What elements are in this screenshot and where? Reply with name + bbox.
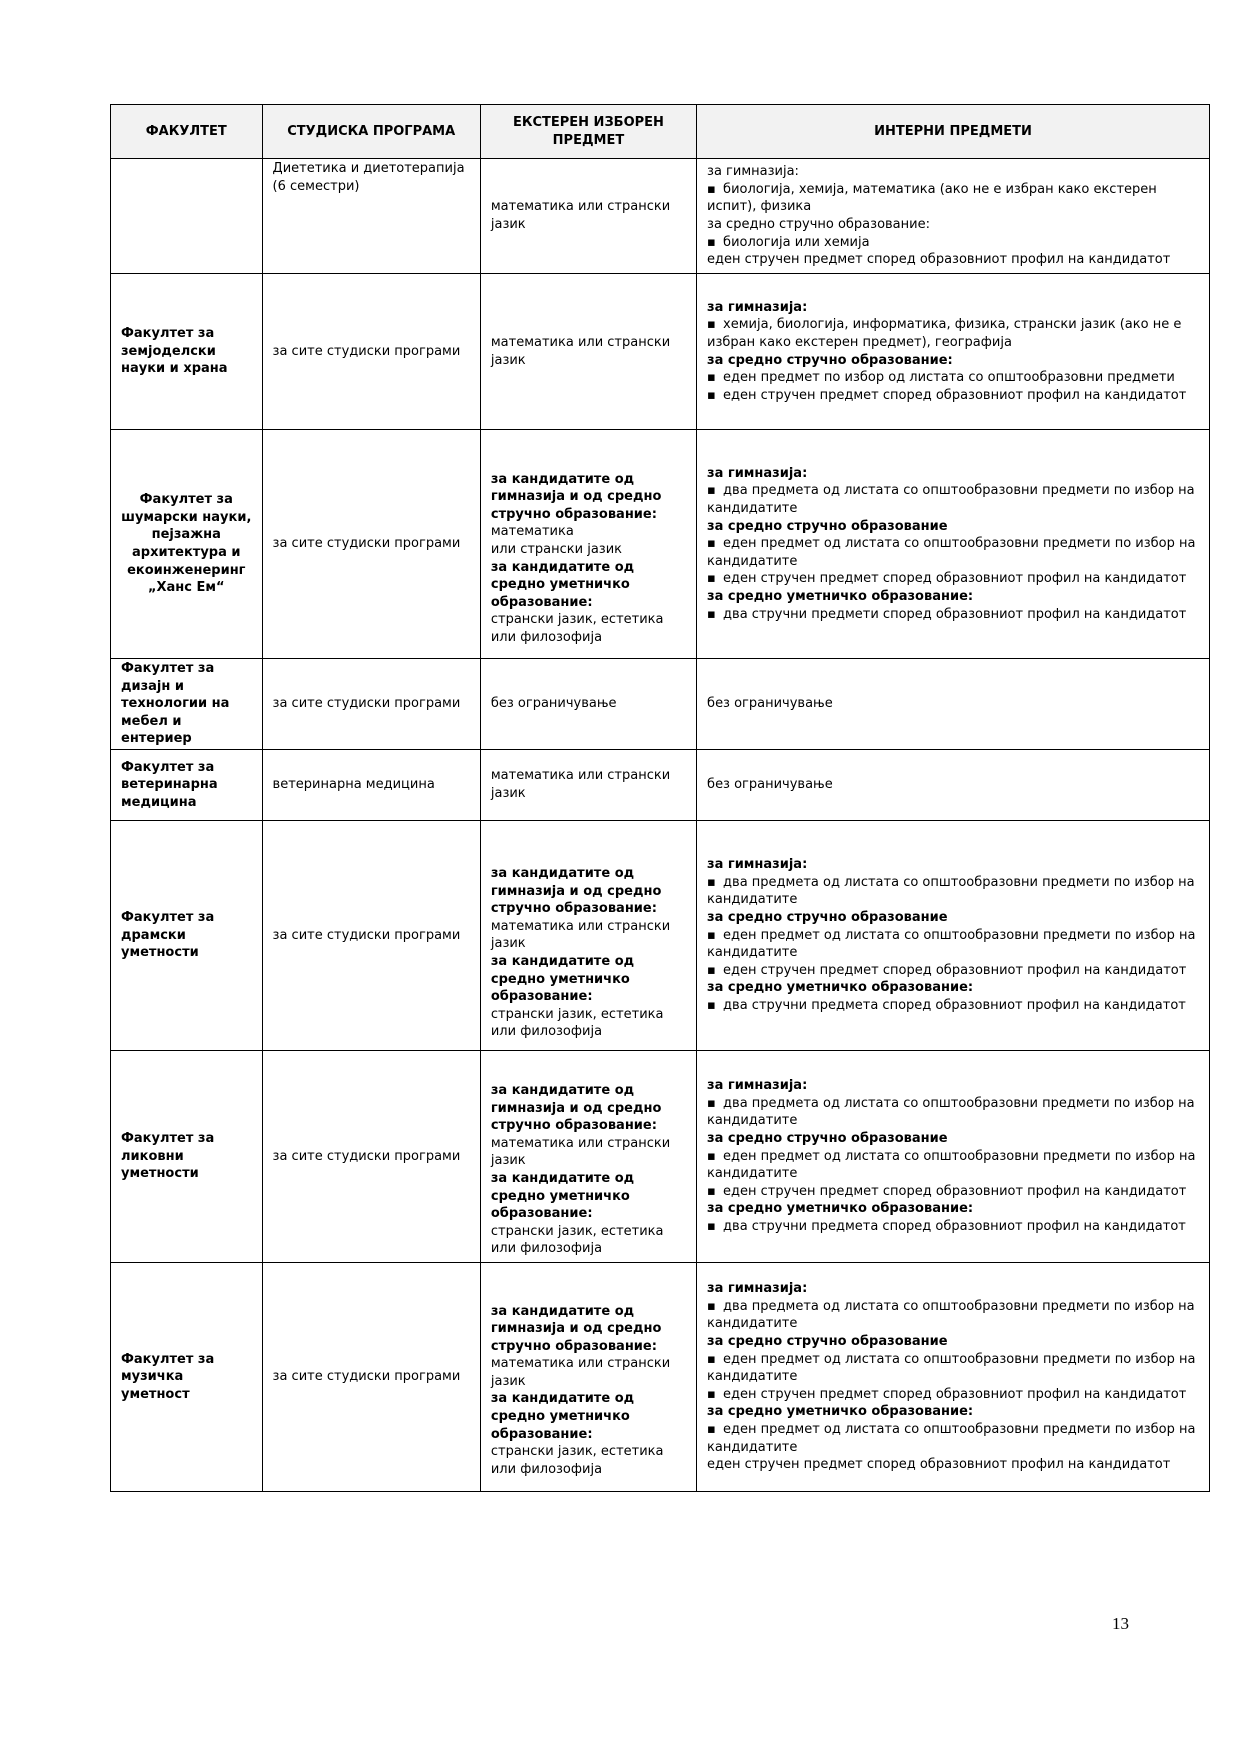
internal-subject-line: за средно стручно образование:	[707, 352, 953, 368]
internal-subject-bullet-item: ▪ еден стручен предмет според образовниот профил на кандидатот	[707, 570, 1199, 588]
external-subject-line: странски јазик, естетика или филозофија	[490, 1223, 664, 1257]
external-subject-line: за кандидатите од средно уметничко образование:	[490, 559, 635, 610]
internal-subjects-cell	[697, 159, 1210, 274]
external-subject-line: за кандидатите од гимназија и од средно стручно образование:	[490, 1083, 662, 1134]
program-cell: за сите студиски програми	[262, 820, 480, 1050]
faculty-cell: Факултет за дизајн и технологии на мебел и ентериер	[111, 659, 263, 750]
internal-subjects-cell	[697, 1262, 1210, 1491]
internal-subject-line: за средно уметничко образование:	[707, 588, 974, 604]
internal-subjects-cell	[697, 274, 1210, 430]
page-number: 13	[1112, 1614, 1129, 1633]
internal-subject-bullet-item: ▪ два стручни предмета според образовниот профил на кандидатот	[707, 997, 1199, 1015]
external-subject-line: или странски јазик	[490, 541, 623, 557]
external-subject-line: за кандидатите од гимназија и од средно стручно образование:	[490, 471, 662, 522]
internal-subject-bullet-item: ▪ еден предмет од листата со општообразовни предмети по избор на кандидатите	[707, 927, 1199, 962]
external-subject-cell	[480, 820, 696, 1050]
internal-subject-line: за средно стручно образование:	[707, 217, 930, 232]
internal-subject-bullet-item: ▪ еден предмет од листата со општообразовни предмети по избор на кандидатите	[707, 1351, 1199, 1386]
faculty-subjects-table	[110, 104, 1210, 1492]
internal-subject-line: за средно стручно образование	[707, 910, 948, 926]
internal-subject-line: за гимназија:	[707, 857, 808, 873]
program-cell: за сите студиски програми	[262, 659, 480, 750]
external-subject-cell	[480, 659, 696, 750]
internal-subject-line: за гимназија:	[707, 299, 808, 315]
internal-subject-line: за гимназија:	[707, 1078, 808, 1094]
table-row	[111, 159, 1210, 274]
external-subject-line: странски јазик, естетика или филозофија	[490, 1444, 664, 1477]
header-program: СТУДИСКА ПРОГРАМА	[262, 105, 480, 159]
internal-subject-line: за средно стручно образование	[707, 1333, 948, 1349]
internal-subject-line: за средно стручно образование	[707, 1131, 948, 1147]
internal-subject-bullet-item: ▪ два стручни предмети според образовниот профил на кандидатот	[707, 606, 1199, 624]
internal-subject-line: за средно стручно образование	[707, 518, 948, 534]
internal-subject-bullet-item: ▪ хемија, биологија, информатика, физика, странски јазик (ако не е избран како екстерен предмет), географија	[707, 316, 1199, 351]
table-row	[111, 820, 1210, 1050]
internal-subject-line: еден стручен предмет според образовниот профил на кандидатот	[707, 1457, 1171, 1473]
internal-subject-line: еден стручен предмет според образовниот профил на кандидатот	[707, 252, 1171, 268]
internal-subject-line: за гимназија:	[707, 465, 808, 481]
external-subject-line: математика	[490, 524, 574, 540]
external-subject-line: математика или странски јазик	[490, 1356, 671, 1389]
internal-subjects-cell	[697, 820, 1210, 1050]
external-subject-line: странски јазик, естетика или филозофија	[490, 612, 664, 645]
faculty-cell: Факултет за ликовни уметности	[111, 1050, 263, 1262]
table-row	[111, 659, 1210, 750]
internal-subject-line: за гимназија:	[707, 164, 799, 180]
internal-subject-bullet-item: ▪ еден стручен предмет според образовниот профил на кандидатот	[707, 387, 1199, 405]
table-row	[111, 1050, 1210, 1262]
external-subject-line: за кандидатите од гимназија и од средно стручно образование:	[490, 866, 662, 917]
faculty-cell: Факултет за шумарски науки, пејзажна архитектура и екоинженеринг „Ханс Ем“	[111, 430, 263, 659]
internal-subject-line: без ограничување	[707, 777, 833, 793]
program-cell: ветеринарна медицина	[262, 749, 480, 820]
program-cell: за сите студиски програми	[262, 274, 480, 430]
program-cell: за сите студиски програми	[262, 1262, 480, 1491]
external-subject-line: за кандидатите од средно уметничко образование:	[490, 1391, 635, 1442]
internal-subject-line: за средно уметничко образование:	[707, 1404, 974, 1420]
external-subject-cell	[480, 1050, 696, 1262]
table-body	[111, 159, 1210, 1492]
internal-subject-bullet-item: ▪ еден стручен предмет според образовниот профил на кандидатот	[707, 1183, 1199, 1201]
external-subject-line: без ограничување	[490, 696, 617, 712]
faculty-cell	[111, 159, 263, 274]
external-subject-cell	[480, 159, 696, 274]
program-cell: за сите студиски програми	[262, 1050, 480, 1262]
external-subject-line: за кандидатите од гимназија и од средно стручно образование:	[490, 1303, 662, 1354]
program-cell: Диететика и диетотерапија (6 семестри)	[262, 159, 480, 274]
internal-subject-bullet-item: ▪ биологија или хемија	[707, 234, 1199, 252]
external-subject-line: за кандидатите од средно уметничко образование:	[490, 1170, 635, 1222]
external-subject-line: за кандидатите од средно уметничко образование:	[490, 953, 635, 1005]
internal-subject-bullet-item: ▪ еден предмет од листата со општообразовни предмети по избор на кандидатите	[707, 1148, 1199, 1183]
table-row	[111, 749, 1210, 820]
internal-subject-line: за гимназија:	[707, 1281, 808, 1297]
external-subject-line: математика или странски јазик	[490, 768, 671, 801]
faculty-cell: Факултет за драмски уметности	[111, 820, 263, 1050]
header-faculty: ФАКУЛТЕТ	[111, 105, 263, 159]
program-cell: за сите студиски програми	[262, 430, 480, 659]
internal-subject-bullet-item: ▪ еден стручен предмет според образовниот профил на кандидатот	[707, 962, 1199, 980]
table-row	[111, 430, 1210, 659]
faculty-cell: Факултет за музичка уметност	[111, 1262, 263, 1491]
internal-subject-bullet-item: ▪ еден предмет од листата со општообразовни предмети по избор на кандидатите	[707, 1421, 1199, 1456]
internal-subject-bullet-item: ▪ еден предмет по избор од листата со општообразовни предмети	[707, 369, 1199, 387]
external-subject-cell	[480, 749, 696, 820]
header-external: ЕКСТЕРЕН ИЗБОРЕН ПРЕДМЕТ	[480, 105, 696, 159]
table-row	[111, 1262, 1210, 1491]
external-subject-cell	[480, 274, 696, 430]
external-subject-line: математика или странски јазик	[490, 199, 671, 232]
internal-subject-bullet-item: ▪ два предмета од листата со општообразовни предмети по избор на кандидатите	[707, 482, 1199, 517]
external-subject-line: математика или странски јазик	[490, 334, 671, 368]
internal-subjects-cell	[697, 430, 1210, 659]
table-row	[111, 274, 1210, 430]
faculty-cell: Факултет за ветеринарна медицина	[111, 749, 263, 820]
internal-subject-line: за средно уметничко образование:	[707, 1201, 974, 1217]
header-internal: ИНТЕРНИ ПРЕДМЕТИ	[697, 105, 1210, 159]
internal-subject-bullet-item: ▪ два стручни предмета според образовниот профил на кандидатот	[707, 1218, 1199, 1236]
internal-subject-bullet-item: ▪ биологија, хемија, математика (ако не е избран како екстерен испит), физика	[707, 181, 1199, 216]
internal-subjects-cell	[697, 1050, 1210, 1262]
internal-subject-line: за средно уметничко образование:	[707, 980, 974, 996]
external-subject-cell	[480, 1262, 696, 1491]
faculty-cell: Факултет за земјоделски науки и храна	[111, 274, 263, 430]
internal-subject-line: без ограничување	[707, 696, 833, 712]
internal-subject-bullet-item: ▪ два предмета од листата со општообразовни предмети по избор на кандидатите	[707, 1298, 1199, 1333]
external-subject-line: математика или странски јазик	[490, 1135, 671, 1169]
external-subject-line: математика или странски јазик	[490, 918, 671, 952]
internal-subjects-cell	[697, 749, 1210, 820]
external-subject-line: странски јазик, естетика или филозофија	[490, 1006, 664, 1040]
table-header-row	[111, 105, 1210, 159]
internal-subjects-cell	[697, 659, 1210, 750]
external-subject-cell	[480, 430, 696, 659]
internal-subject-bullet-item: ▪ еден стручен предмет според образовниот профил на кандидатот	[707, 1386, 1199, 1404]
internal-subject-bullet-item: ▪ еден предмет од листата со општообразовни предмети по избор на кандидатите	[707, 535, 1199, 570]
internal-subject-bullet-item: ▪ два предмета од листата со општообразовни предмети по избор на кандидатите	[707, 874, 1199, 909]
internal-subject-bullet-item: ▪ два предмета од листата со општообразовни предмети по избор на кандидатите	[707, 1095, 1199, 1130]
